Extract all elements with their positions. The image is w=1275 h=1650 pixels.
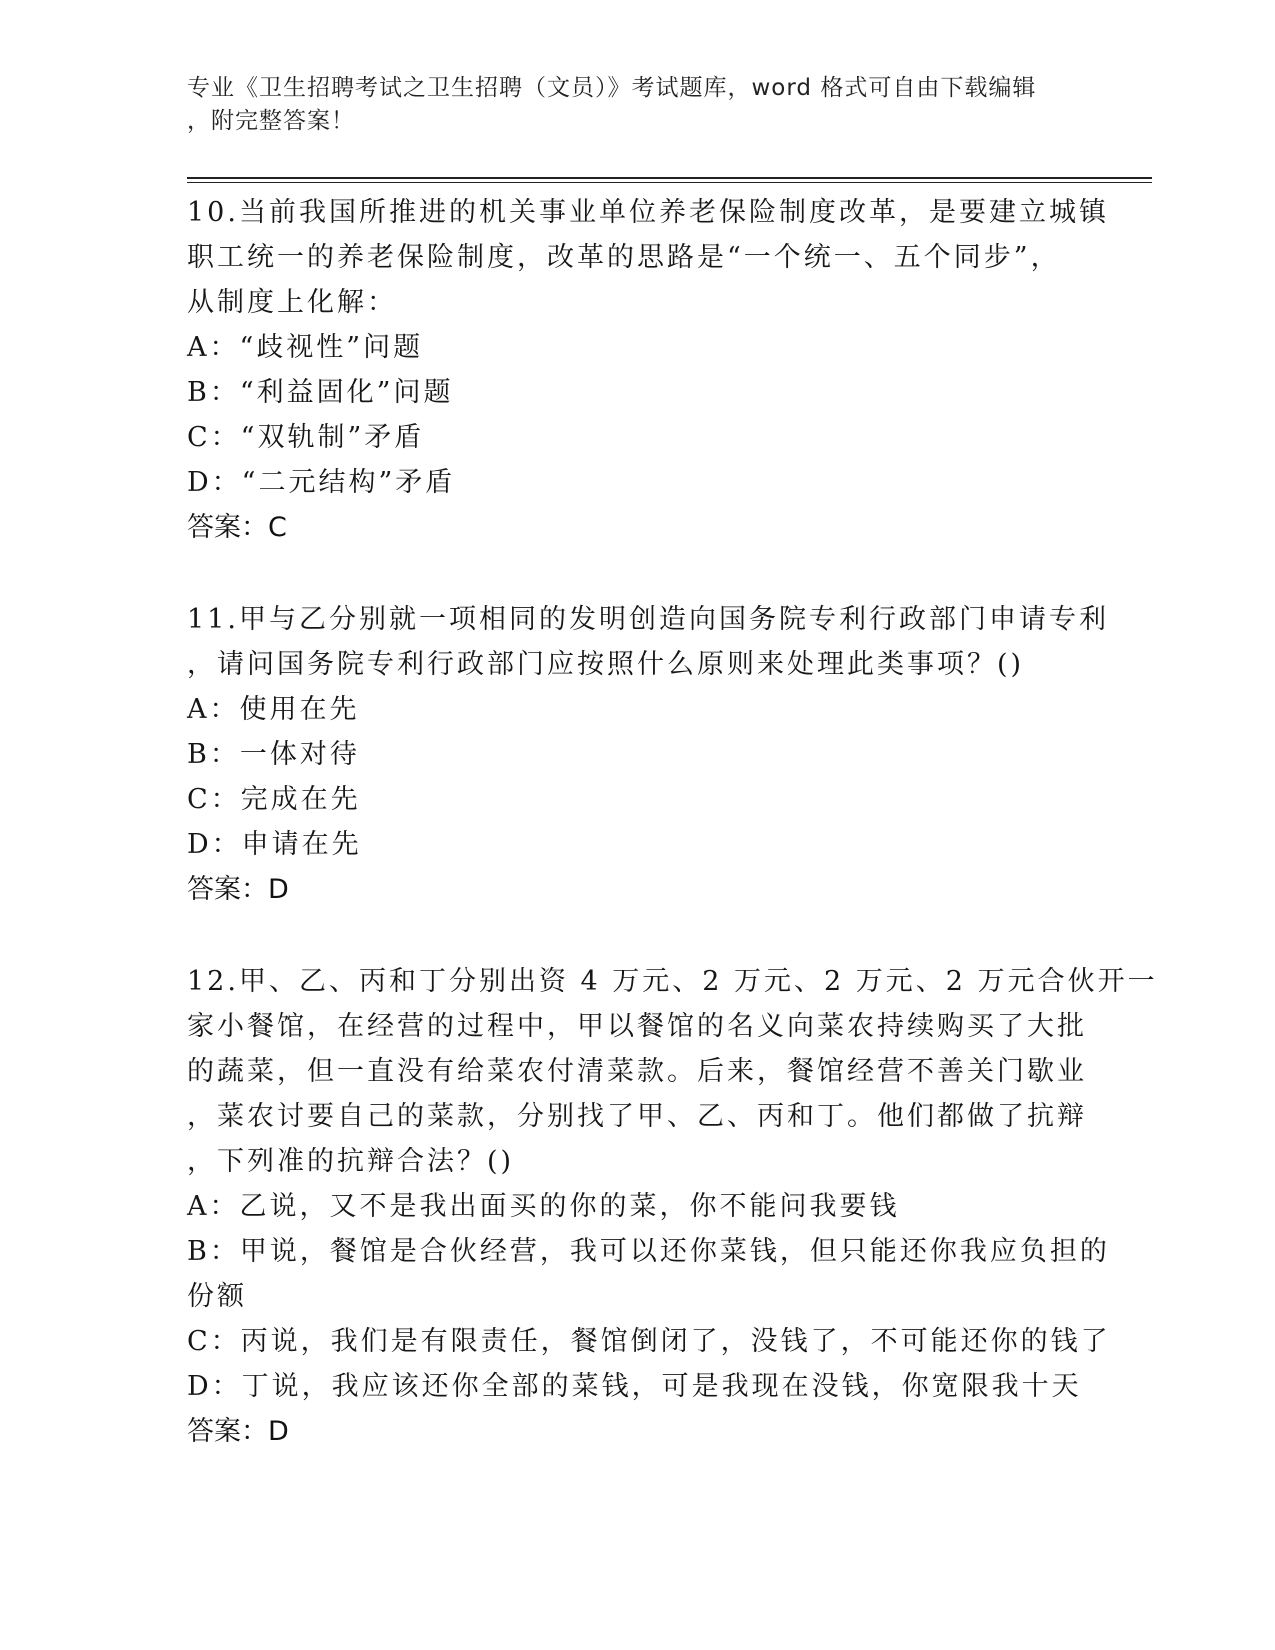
question-stem-line: 12.甲、乙、丙和丁分别出资 4 万元、2 万元、2 万元、2 万元合伙开一 (187, 966, 1158, 997)
option-c: C：完成在先 (187, 784, 361, 815)
header-divider-thin (187, 182, 1152, 183)
question-stem-line: ，菜农讨要自己的菜款，分别找了甲、乙、丙和丁。他们都做了抗辩 (187, 1101, 1087, 1132)
option-a: A：“歧视性”问题 (187, 332, 424, 363)
option-b: B：“利益固化”问题 (187, 377, 454, 408)
question-stem-line: 从制度上化解： (187, 287, 397, 318)
question-stem-line: 职工统一的养老保险制度，改革的思路是“一个统一、五个同步”， (187, 242, 1061, 273)
question-stem-line: 的蔬菜，但一直没有给菜农付清菜款。后来，餐馆经营不善关门歇业 (187, 1056, 1087, 1087)
option-d: D：“二元结构”矛盾 (187, 467, 456, 498)
question-11 (187, 597, 1117, 913)
question-stem-line: ，下列准的抗辩合法？() (187, 1146, 515, 1177)
header-line-2: ，附完整答案！ (187, 108, 355, 134)
option-d: D：丁说，我应该还你全部的菜钱，可是我现在没钱，你宽限我十天 (187, 1371, 1082, 1402)
option-b: B：一体对待 (187, 739, 360, 770)
answer-label: 答案：D (187, 874, 289, 905)
option-b-continued: 份额 (187, 1281, 247, 1312)
option-d: D：申请在先 (187, 829, 362, 860)
option-a: A：乙说，又不是我出面买的你的菜，你不能问我要钱 (187, 1191, 900, 1222)
question-stem-line: ，请问国务院专利行政部门应按照什么原则来处理此类事项？() (187, 649, 1025, 680)
option-c: C：“双轨制”矛盾 (187, 422, 425, 453)
question-12 (187, 959, 1158, 1455)
document-header (187, 72, 1067, 138)
answer-label: 答案：D (187, 1416, 289, 1447)
question-stem-line: 家小餐馆，在经营的过程中，甲以餐馆的名义向菜农持续购买了大批 (187, 1011, 1087, 1042)
answer-label: 答案：C (187, 512, 287, 543)
option-c: C：丙说，我们是有限责任，餐馆倒闭了，没钱了，不可能还你的钱了 (187, 1326, 1111, 1357)
question-10 (187, 190, 1117, 551)
header-line-1: 专业《卫生招聘考试之卫生招聘（文员）》考试题库，word 格式可自由下载编辑 (187, 75, 1037, 101)
header-divider-thick (187, 177, 1152, 179)
question-stem-line: 11.甲与乙分别就一项相同的发明创造向国务院专利行政部门申请专利 (187, 604, 1109, 635)
question-stem-line: 10.当前我国所推进的机关事业单位养老保险制度改革，是要建立城镇 (187, 197, 1109, 228)
option-b: B：甲说，餐馆是合伙经营，我可以还你菜钱，但只能还你我应负担的 (187, 1236, 1110, 1267)
question-list (187, 190, 1158, 1501)
option-a: A：使用在先 (187, 694, 360, 725)
